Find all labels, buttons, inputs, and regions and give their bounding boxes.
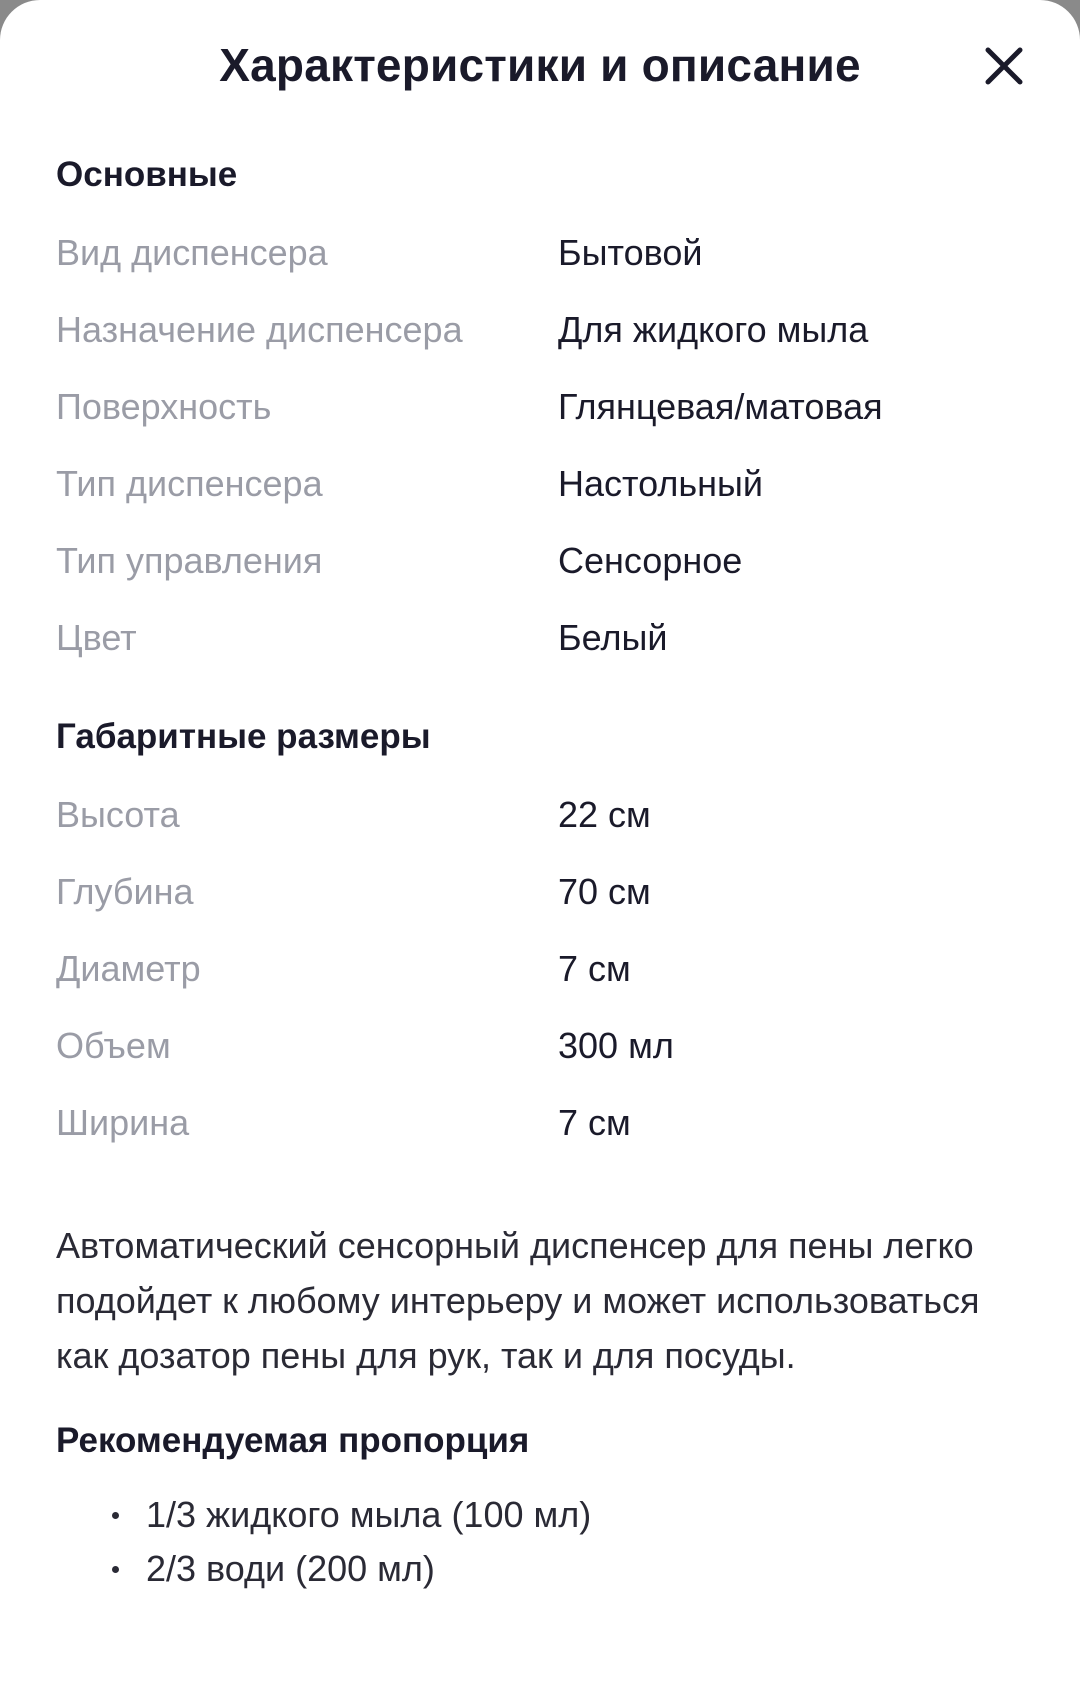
spec-list-dimensions [56,790,1026,1175]
spec-label: Назначение диспенсера [56,309,463,350]
spec-label: Тип диспенсера [56,463,323,504]
spec-label: Вид диспенсера [56,232,328,273]
spec-row [56,536,1026,613]
spec-row [56,459,1026,536]
sheet-content [56,150,1026,1596]
spec-value: 22 см [558,794,651,835]
spec-row [56,867,1026,944]
spec-value: Бытовой [558,232,703,273]
product-description: Автоматический сенсорный диспенсер для пены легко подойдет к любому интерьеру и может использоваться как дозатор пены для рук, так и для посуды. [56,1225,980,1376]
section-gap [56,690,1026,712]
spec-row [56,1021,1026,1098]
close-button[interactable] [976,38,1032,94]
spec-value: Для жидкого мыла [558,309,869,350]
list-item-text: 2/3 води (200 мл) [146,1548,435,1589]
spec-value: Сенсорное [558,540,743,581]
bullet-dot-icon [112,1512,119,1519]
page-title: Характеристики и описание [219,39,861,91]
spec-label: Поверхность [56,386,272,427]
list-item [56,1542,1026,1596]
close-icon [976,38,1032,94]
spec-value: 70 см [558,871,651,912]
spec-row [56,944,1026,1021]
spec-row [56,228,1026,305]
spec-row [56,613,1026,690]
spec-value: Белый [558,617,668,658]
spec-value: Глянцевая/матовая [558,386,883,427]
spec-label: Диаметр [56,948,201,989]
spec-label: Ширина [56,1102,190,1143]
bullet-dot-icon [112,1566,119,1573]
spec-value: 7 см [558,948,631,989]
section-title-dimensions: Габаритные размеры [56,717,431,756]
spec-row [56,790,1026,867]
spec-row [56,382,1026,459]
spec-label: Объем [56,1025,171,1066]
spec-value: Настольный [558,463,763,504]
sheet-header [0,30,1080,100]
section-title-main: Основные [56,155,238,194]
section-title-recommendation: Рекомендуемая пропорция [56,1421,530,1460]
spec-row [56,305,1026,382]
spec-label: Цвет [56,617,137,658]
spec-label: Тип управления [56,540,323,581]
recommendation-list [56,1488,1026,1596]
spec-value: 7 см [558,1102,631,1143]
spec-label: Глубина [56,871,194,912]
list-item [56,1488,1026,1542]
spec-value: 300 мл [558,1025,674,1066]
spec-row [56,1098,1026,1175]
spec-list-main [56,228,1026,690]
list-item-text: 1/3 жидкого мыла (100 мл) [146,1494,592,1535]
spec-label: Высота [56,794,180,835]
